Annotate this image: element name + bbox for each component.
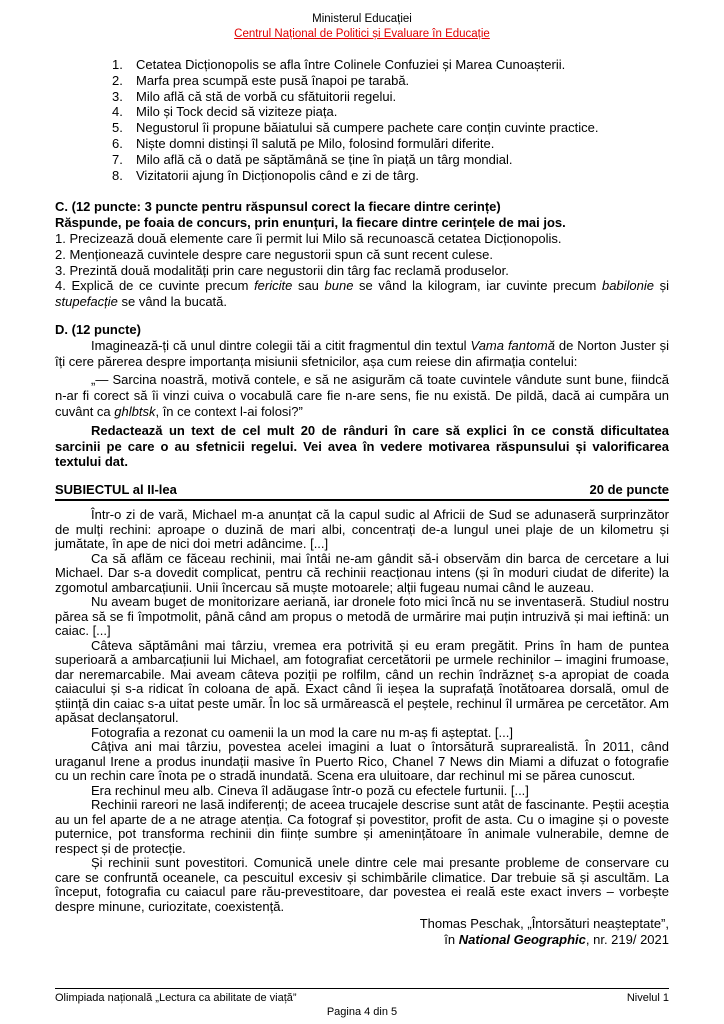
document-header	[55, 12, 669, 41]
list-item	[112, 104, 669, 120]
section-c-intro: Răspunde, pe foaia de concurs, prin enunțuri, la fiecare dintre cerințele de mai jos.	[55, 215, 566, 231]
attribution-source: în National Geographic, nr. 219/ 2021	[444, 931, 669, 947]
list-item-text: Milo află că o dată pe săptămână se ține în piață un târg mondial.	[136, 151, 513, 167]
story-paragraph: Nu aveam buget de monitorizare aeriană, iar dronele foto mici încă nu se inventaseră. Studiul nostru părea să se fi împotmolit, până când am propus o metodă de urmărire mai puțin intruzivă și mai ieftină: un caiac. [...]	[55, 594, 669, 639]
list-item-number: 4.	[112, 104, 123, 120]
list-item-text: Negustorul îi propune băiatului să cumpere pachete care conțin cuvinte practice.	[136, 120, 599, 136]
list-item	[112, 57, 669, 73]
ministry-title: Ministerul Educației	[312, 13, 412, 25]
list-item-number: 7.	[112, 151, 123, 167]
section-d-intro-paragraph: Imaginează-ți că unul dintre colegii tăi a citit fragmentul din textul Vama fantomă de Norton Juster și îți cere părerea despre importanța misiunii sfetnicilor, așa cum reiese din afirmația contelui:	[55, 337, 670, 369]
list-item	[112, 168, 669, 184]
subject-2-text	[55, 508, 669, 947]
list-item-number: 8.	[112, 167, 123, 183]
story-paragraph: Și rechinii sunt povestitori. Comunică unele dintre cele mai presante probleme de conservare cu care se confruntă oceanele, ca pescuitul excesiv și schimbările climatice. Dar trebuie să și ascultăm. La început, fotografia cu caiacul pare rău-prevestitoare, dar povestea ei reală este exact invers – vorbește despre minune, curiozitate, coexistență.	[55, 855, 669, 914]
section-c-item-3: 3. Prezintă două modalități prin care negustorii din târg fac reclamă produselor.	[55, 262, 509, 278]
list-item	[112, 89, 669, 105]
story-paragraph: Câțiva ani mai târziu, povestea acelei imagini a luat o întorsătură suprarealistă. În 2011, când uraganul Irene a produs inundații masive în Puerto Rico, Chanel 7 News din Miami a difuzat o fotografie cu un rechin care înota pe o stradă inundată. Scena era uluitoare, dar rechinul mi se părea cunoscut.	[55, 739, 669, 784]
list-item	[112, 73, 669, 89]
list-item-text: Milo și Tock decid să viziteze piața.	[136, 104, 338, 120]
footer-page-number: Pagina 4 din 5	[326, 1006, 398, 1018]
story-paragraph: Câteva săptămâni mai târziu, vremea era potrivită și eu eram pregătit. Prins în ham de puntea superioară a ambarcațiunii lui Michael, am fotografiat cercetătorii pe urmele rechinilor – imagini frumoase, dar neremarcabile. Mai aveam câteva poziții pe rolfilm, când un rechin îndrăzneț s-a apropiat de coada caiacului și s-a ridicat în coloana de apă. Exact când îi ieșea la suprafață înotătoarea dorsală, omul de știință din caiac s-a uitat peste umăr. În loc să urmărească el peștele, rechinul îl urmărea pe cercetător. Am apăsat declanșatorul.	[55, 637, 669, 726]
list-item-text: Marfa prea scumpă este pusă înapoi pe tarabă.	[136, 72, 410, 88]
story-paragraph: Într-o zi de vară, Michael m-a anunțat că la capul sudic al Africii de Sud se adunaseră surprinzător de mulți rechini: aproape o duzină de mari albi, concentrați de-a lungul unei plaje de un kilometru și jumătate, în ape de nici doi metri adâncime. [...]	[55, 507, 669, 552]
statements-list	[112, 57, 669, 183]
footer-olympiad-title: Olimpiada națională „Lectura ca abilitate de viață”	[55, 992, 297, 1004]
section-c-heading: C. (12 puncte: 3 puncte pentru răspunsul corect la fiecare dintre cerințe)	[55, 199, 501, 215]
footer-level: Nivelul 1	[626, 992, 669, 1004]
text-attribution	[55, 916, 669, 947]
document-footer	[55, 988, 669, 1018]
section-d-task: Redactează un text de cel mult 20 de rânduri în care să explici în ce constă dificultatea sarcinii pe care o au sfetnicii regelui. Vei avea în vedere motivarea răspunsului și valorificarea textului dat.	[55, 422, 669, 470]
section-c-item-1: 1. Precizează două elemente care îi permit lui Milo să recunoască cetatea Dicționopolis.	[55, 230, 562, 246]
story-paragraph: Fotografia a rezonat cu oamenii la un mod la care nu m-aș fi așteptat. [...]	[91, 724, 513, 740]
section-d	[55, 322, 669, 470]
list-item-number: 5.	[112, 120, 123, 136]
list-item	[112, 136, 669, 152]
section-c-item-2: 2. Menționează cuvintele despre care negustorii spun că sunt recent culese.	[55, 246, 493, 262]
section-d-heading: D. (12 puncte)	[55, 321, 141, 337]
list-item	[112, 120, 669, 136]
list-item-number: 1.	[112, 57, 123, 72]
subject-2-title: SUBIECTUL al II-lea	[55, 482, 177, 498]
institution-link[interactable]: Centrul Național de Politici și Evaluare în Educație	[234, 27, 490, 40]
section-c-item-4: 4. Explică de ce cuvinte precum fericite sau bune se vând la kilogram, iar cuvinte precum babilonie și stupefacție se vând la bucată.	[55, 278, 669, 310]
section-c	[55, 199, 669, 310]
subject-2-points: 20 de puncte	[589, 482, 669, 498]
subject-2-heading-row	[55, 482, 669, 501]
story-paragraph: Rechinii rareori ne lasă indiferenți; de aceea trucajele descrise sunt atât de fascinante. Peștii aceștia au un fel aparte de a ne atrage atenția. Ca fotograf și povestitor, profit de asta. Cu o imagine și o poveste puternice, pot transforma rechinii din ființe sumbre și amenințătoare în animale vulnerabile, demne de respect și de protecție.	[55, 797, 669, 856]
list-item-number: 3.	[112, 88, 123, 104]
story-paragraph: Ca să aflăm ce făceau rechinii, mai întâi ne-am gândit să-i observăm din barca de cercetare a lui Michael. Dar s-a dovedit complicat, pentru că rechinii reacționau intens (și în moduri ciudat de diferite) la zgomotul ambarcațiunii. Unii încercau să muște motoarele; alții fugeau numai când le auzeau.	[55, 550, 669, 595]
list-item-text: Niște domni distinși îl salută pe Milo, folosind formulări diferite.	[136, 135, 495, 151]
footer-top-row	[55, 988, 669, 1004]
list-item	[112, 152, 669, 168]
list-item-text: Vizitatorii ajung în Dicționopolis când e zi de târg.	[136, 167, 420, 183]
list-item-number: 2.	[112, 72, 123, 88]
attribution-author: Thomas Peschak, „Întorsături neașteptate”,	[419, 916, 669, 932]
list-item-number: 6.	[112, 135, 123, 151]
list-item-text: Cetatea Dicționopolis se afla între Colinele Confuziei și Marea Cunoașterii.	[136, 57, 566, 72]
section-d-quote: „— Sarcina noastră, motivă contele, e să ne asigurăm că toate cuvintele vândute sunt bune, fiindcă n-ar fi corect să îi vinzi cuiva o vocabulă care fie n-are sens, fie nu există. De pildă, dacă ai cumpăra un cuvânt ca ghlbtsk, în ce context l-ai folosi?”	[55, 372, 669, 419]
list-item-text: Milo află că stă de vorbă cu sfătuitorii regelui.	[136, 88, 397, 104]
story-paragraph: Era rechinul meu alb. Cineva îl adăugase într-o poză cu efectele furtunii. [...]	[91, 782, 529, 798]
